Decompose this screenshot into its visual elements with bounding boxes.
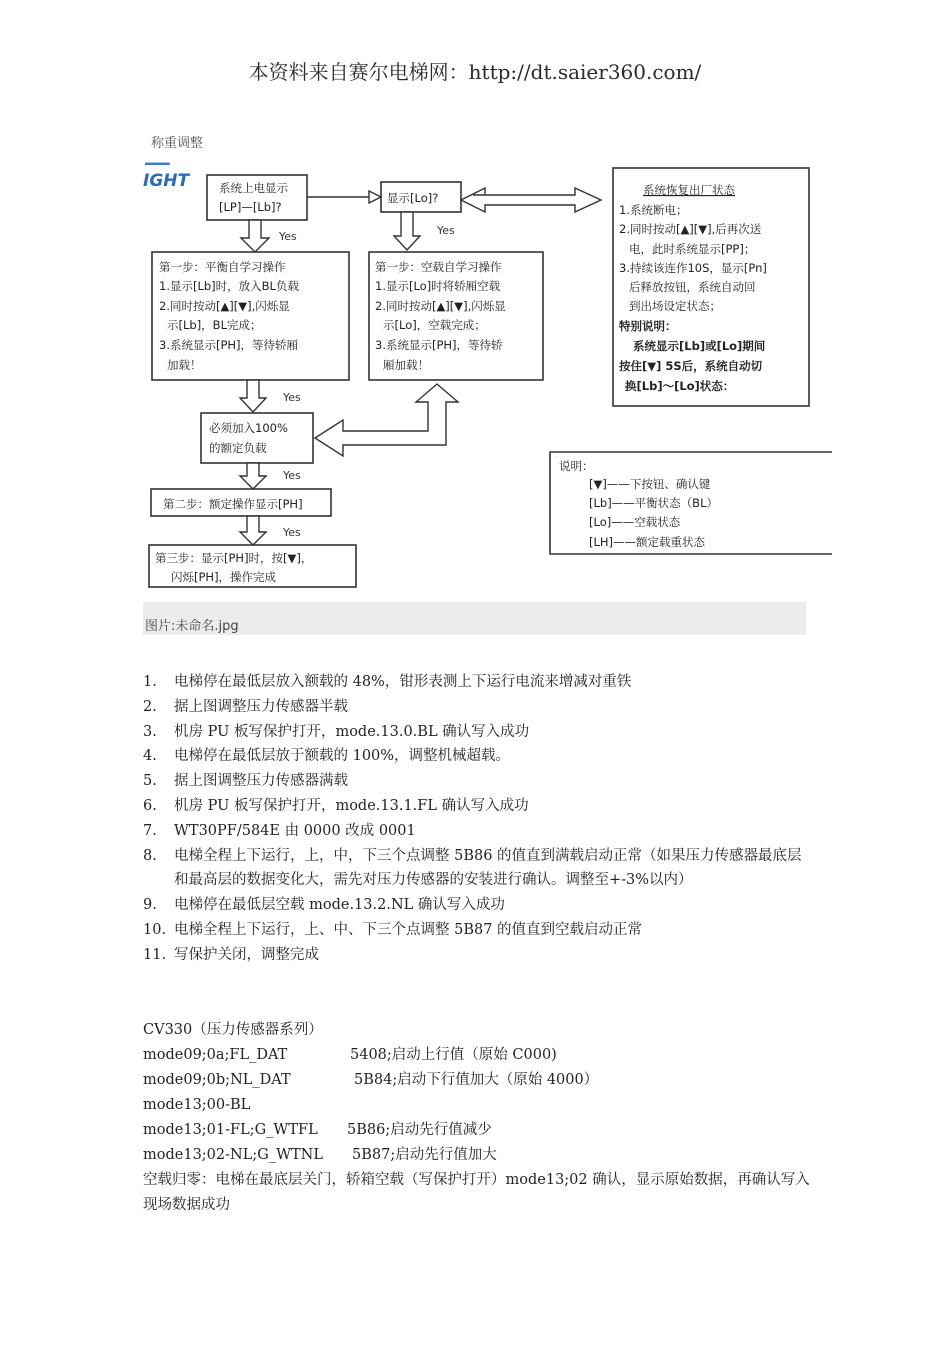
steps-list	[143, 670, 813, 968]
arrow-loop	[315, 384, 458, 456]
step-number: 1.	[143, 674, 157, 690]
svg-text:说明：: 说明：	[559, 459, 594, 473]
svg-text:2.同时按动[▲][▼],闪烁显: 2.同时按动[▲][▼],闪烁显	[375, 299, 506, 313]
arrow-down-5	[240, 516, 266, 545]
svg-text:第一步：平衡自学习操作: 第一步：平衡自学习操作	[159, 260, 286, 274]
svg-text:闪烁[PH]，操作完成: 闪烁[PH]，操作完成	[171, 570, 277, 584]
svg-text:[Lo]——空载状态: [Lo]——空载状态	[589, 515, 681, 529]
svg-text:[Lb]——平衡状态（BL）: [Lb]——平衡状态（BL）	[589, 496, 718, 510]
svg-text:特别说明：: 特别说明：	[619, 319, 677, 333]
svg-text:第一步：空载自学习操作: 第一步：空载自学习操作	[375, 260, 502, 274]
step-text: WT30PF/584E 由 0000 改成 0001	[174, 822, 416, 839]
svg-text:[LH]——额定载重状态: [LH]——额定载重状态	[589, 535, 706, 549]
svg-text:2.同时按动[▲][▼],闪烁显: 2.同时按动[▲][▼],闪烁显	[159, 299, 290, 313]
svg-text:Yes: Yes	[283, 469, 301, 482]
svg-text:换[Lb]～[Lo]状态：: 换[Lb]～[Lo]状态：	[625, 379, 735, 393]
svg-text:Yes: Yes	[283, 526, 301, 539]
figure-title: 称重调整	[151, 136, 204, 151]
svg-text:按住[▼] 5S后，系统自动切: 按住[▼] 5S后，系统自动切	[619, 359, 763, 373]
svg-text:[LP]—[Lb]?: [LP]—[Lb]?	[219, 200, 282, 214]
svg-text:厢加载！: 厢加载！	[383, 358, 429, 372]
step-item	[143, 670, 813, 695]
figure-caption-bar	[143, 602, 806, 635]
step-text: 电梯全程上下运行，上、中、下三个点调整 5B87 的值直到空载启动正常	[174, 921, 643, 938]
svg-text:Yes: Yes	[279, 230, 297, 243]
step-text: 电梯全程上下运行，上，中，下三个点调整 5B86 的值直到满载启动正常（如果压力传感器最底层和最高层的数据变化大，需先对压力传感器的安装进行确认。调整至+-3%以内）	[174, 847, 802, 889]
arrow-double	[461, 188, 601, 212]
svg-text:加载！: 加载！	[167, 358, 202, 372]
arrow-down-3	[240, 380, 266, 412]
step-text: 电梯停在最低层放入额载的 48%，钳形表测上下运行电流来增减对重铁	[174, 674, 632, 690]
page-header: 本资料来自赛尔电梯网：http://dt.saier360.com/	[248, 60, 702, 84]
figure-caption: 图片:未命名.jpg	[145, 619, 239, 634]
step-item	[143, 844, 813, 894]
arrow-down-1	[241, 220, 269, 252]
cv330-section	[143, 1018, 813, 1218]
flowchart-figure	[143, 158, 833, 598]
cv330-row: mode13;02-NL;G_WTNL 5B87;启动先行值加大	[143, 1147, 497, 1163]
step-number: 10.	[143, 921, 167, 938]
step-text: 机房 PU 板写保护打开，mode.13.0.BL 确认写入成功	[174, 723, 530, 740]
svg-text:1.系统断电；: 1.系统断电；	[619, 203, 688, 217]
step-item	[143, 794, 813, 819]
arrow-to-lo	[307, 191, 381, 203]
step-item	[143, 943, 813, 968]
svg-text:电，此时系统显示[PP]；: 电，此时系统显示[PP]；	[629, 242, 756, 256]
step-number: 6.	[143, 797, 157, 814]
step-item	[143, 695, 813, 720]
svg-text:第三步：显示[PH]时，按[▼]，: 第三步：显示[PH]时，按[▼]，	[155, 551, 313, 565]
cv330-title: CV330（压力传感器系列）	[143, 1022, 323, 1038]
step-item	[143, 769, 813, 794]
svg-text:2.同时按动[▲][▼],后再次送: 2.同时按动[▲][▼],后再次送	[619, 222, 762, 236]
svg-text:▂▂▂▂: ▂▂▂▂	[145, 158, 170, 165]
svg-text:3.持续该连作10S，显示[Pn]: 3.持续该连作10S，显示[Pn]	[619, 261, 767, 275]
logo-text: IGHT	[143, 171, 190, 191]
step-number: 5.	[143, 773, 157, 790]
step-number: 9.	[143, 897, 157, 914]
step-item	[143, 918, 813, 943]
step-text: 电梯停在最低层放于额载的 100%，调整机械超载。	[174, 748, 511, 765]
svg-text:1.显示[Lo]时将轿厢空载: 1.显示[Lo]时将轿厢空载	[375, 279, 501, 293]
logo	[143, 158, 195, 191]
step-item	[143, 744, 813, 769]
step-number: 2.	[143, 698, 157, 715]
step-item	[143, 893, 813, 918]
cv330-note: 空载归零：电梯在最底层关门，轿箱空载（写保护打开）mode13;02 确认，显示原始数据，再确认写入现场数据成功	[143, 1172, 810, 1213]
step-number: 11.	[143, 946, 167, 963]
svg-text:3.系统显示[PH]，等待轿: 3.系统显示[PH]，等待轿	[375, 338, 503, 352]
svg-text:1.显示[Lb]时，放入BL负载: 1.显示[Lb]时，放入BL负载	[159, 279, 299, 293]
svg-text:到出场设定状态；: 到出场设定状态；	[629, 299, 721, 313]
svg-text:第二步：额定操作显示[PH]: 第二步：额定操作显示[PH]	[163, 497, 303, 511]
step-number: 4.	[143, 748, 157, 765]
svg-text:显示[Lo]?: 显示[Lo]?	[387, 191, 439, 205]
svg-text:[▼]——下按钮、确认键: [▼]——下按钮、确认键	[589, 477, 711, 491]
svg-text:Yes: Yes	[437, 224, 455, 237]
step-text: 据上图调整压力传感器满载	[174, 773, 348, 790]
step-text: 据上图调整压力传感器半载	[174, 698, 348, 715]
cv330-row: mode13;00-BL	[143, 1097, 251, 1113]
svg-text:系统恢复出厂状态: 系统恢复出厂状态	[643, 183, 735, 197]
step-text: 机房 PU 板写保护打开，mode.13.1.FL 确认写入成功	[174, 797, 529, 814]
arrow-down-4	[240, 463, 266, 489]
step-text: 电梯停在最低层空载 mode.13.2.NL 确认写入成功	[174, 897, 505, 914]
svg-text:Yes: Yes	[283, 391, 301, 404]
step-item	[143, 720, 813, 745]
cv330-row: mode09;0a;FL_DAT 5408;启动上行值（原始 C000)	[143, 1047, 557, 1063]
step-item	[143, 819, 813, 844]
arrow-down-2	[394, 212, 420, 250]
svg-text:的额定负载: 的额定负载	[209, 441, 267, 455]
step-number: 3.	[143, 723, 157, 740]
svg-text:系统上电显示: 系统上电显示	[219, 181, 288, 195]
cv330-row: mode13;01-FL;G_WTFL 5B86;启动先行值减少	[143, 1122, 492, 1138]
cv330-row: mode09;0b;NL_DAT 5B84;启动下行值加大（原始 4000）	[143, 1072, 599, 1088]
svg-text:系统显示[Lb]或[Lo]期间: 系统显示[Lb]或[Lo]期间	[633, 339, 766, 353]
svg-text:示[Lo]，空载完成；: 示[Lo]，空载完成；	[383, 318, 486, 332]
svg-text:3.系统显示[PH]，等待轿厢: 3.系统显示[PH]，等待轿厢	[159, 338, 299, 352]
step-number: 7.	[143, 822, 157, 839]
svg-text:必须加入100%: 必须加入100%	[209, 421, 288, 435]
svg-text:后释放按钮，系统自动回: 后释放按钮，系统自动回	[629, 280, 756, 294]
step-text: 写保护关闭，调整完成	[174, 946, 319, 963]
step-number: 8.	[143, 847, 157, 864]
svg-text:示[Lb]，BL完成；: 示[Lb]，BL完成；	[167, 318, 262, 332]
